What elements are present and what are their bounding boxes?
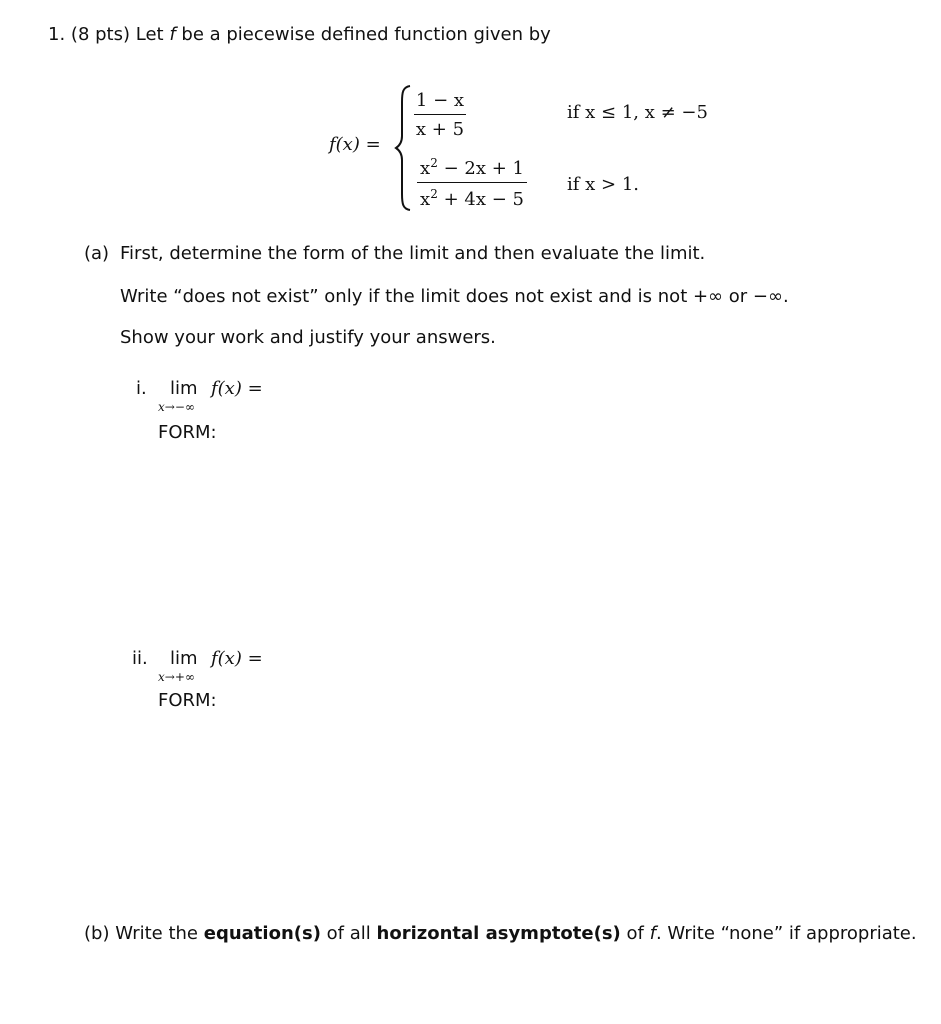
limit-operator: lim bbox=[170, 378, 198, 399]
fraction-bar bbox=[417, 182, 527, 183]
limit-subscript: x→−∞ bbox=[158, 400, 195, 414]
limit-subscript: x→+∞ bbox=[158, 670, 195, 684]
problem-intro-after: be a piecewise defined function given by bbox=[181, 24, 551, 45]
limit-expression: f(x) = bbox=[211, 648, 263, 669]
part-b-label: (b) bbox=[84, 923, 110, 944]
case1-numerator: 1 − x bbox=[415, 90, 465, 111]
item-label: i. bbox=[136, 378, 147, 399]
function-symbol: f bbox=[649, 923, 656, 944]
part-b-text-1: Write the bbox=[115, 923, 199, 944]
part-b-bold-2: horizontal asymptote(s) bbox=[376, 923, 621, 944]
part-b-text-2: of all bbox=[326, 923, 371, 944]
part-a-instruction-3: Show your work and justify your answers. bbox=[120, 327, 496, 348]
part-b-bold-1: equation(s) bbox=[203, 923, 321, 944]
form-label: FORM: bbox=[158, 422, 217, 443]
fraction-bar bbox=[414, 114, 466, 115]
item-label: ii. bbox=[132, 648, 148, 669]
problem-intro-before: Let bbox=[135, 24, 164, 45]
function-symbol: f bbox=[169, 24, 176, 45]
part-b-text-4: . Write “none” if appropriate. bbox=[655, 923, 917, 944]
part-a-instruction-1: First, determine the form of the limit and then evaluate the limit. bbox=[120, 243, 706, 264]
case2-denominator: $x^2 + 4x - 5$ bbox=[420, 187, 524, 210]
case2-fraction bbox=[417, 156, 527, 210]
part-a-instruction-2: Write “does not exist” only if the limit does not exist and is not +∞ or −∞. bbox=[120, 286, 789, 307]
problem-points: (8 pts) bbox=[70, 24, 131, 45]
part-b bbox=[84, 923, 917, 944]
definition-lhs: f(x) = bbox=[329, 134, 381, 155]
case1-fraction bbox=[414, 90, 466, 140]
part-a-label: (a) bbox=[84, 243, 110, 264]
problem-statement bbox=[48, 24, 551, 45]
case1-condition: if x ≤ 1, x ≠ −5 bbox=[567, 102, 708, 123]
case2-condition: if x > 1. bbox=[567, 174, 639, 195]
form-label: FORM: bbox=[158, 690, 217, 711]
case2-numerator: $x^2 - 2x + 1$ bbox=[420, 156, 524, 179]
limit-operator: lim bbox=[170, 648, 198, 669]
left-brace-icon bbox=[394, 84, 416, 212]
limit-expression: f(x) = bbox=[211, 378, 263, 399]
case1-denominator: x + 5 bbox=[415, 119, 465, 140]
problem-number: 1. bbox=[48, 24, 66, 45]
part-b-text-3: of bbox=[626, 923, 644, 944]
